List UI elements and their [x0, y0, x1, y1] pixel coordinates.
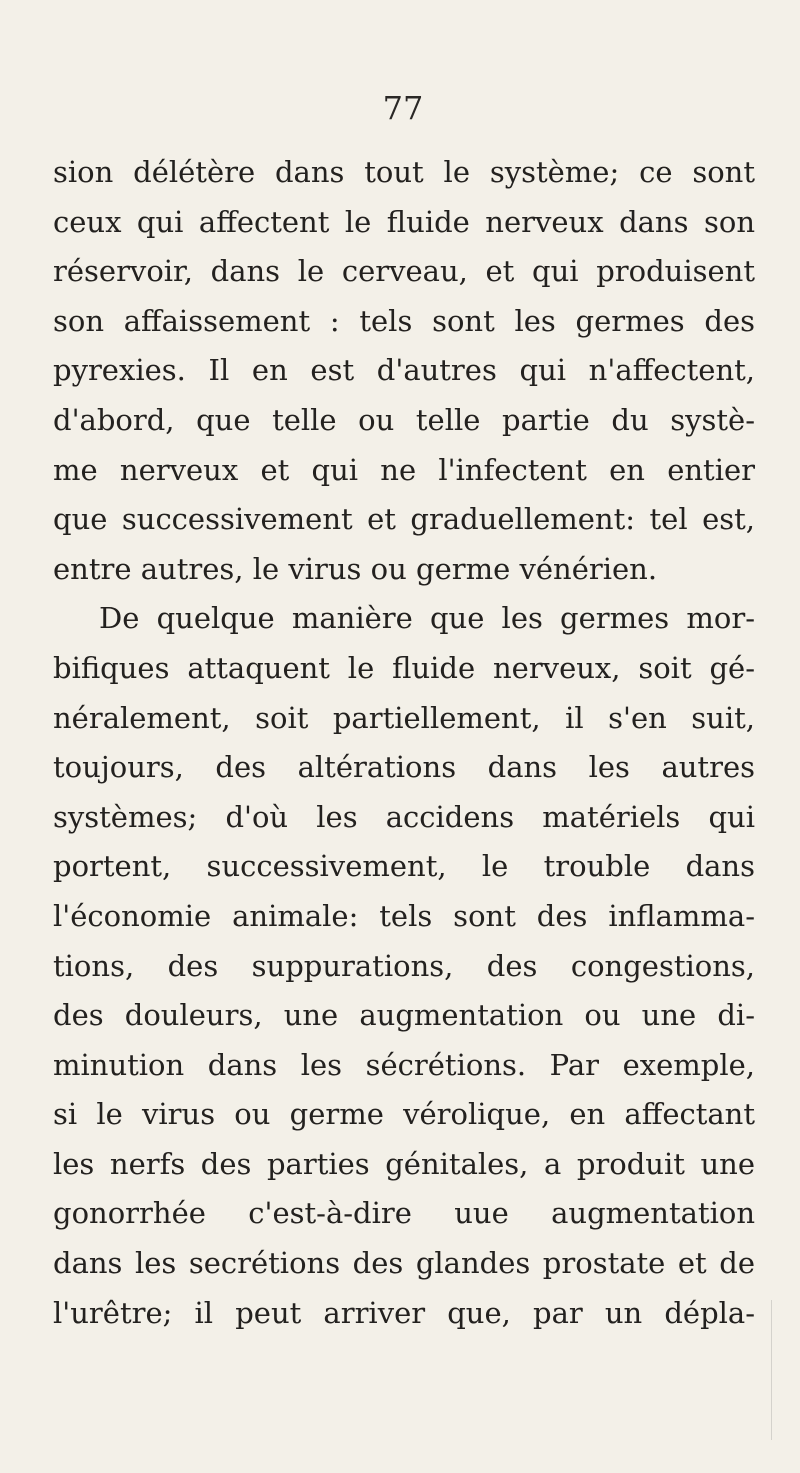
text-line: portent, successivement, le trouble dans: [53, 849, 755, 884]
text-line: ceux qui affectent le fluide nerveux dans son: [53, 204, 755, 239]
text-line: me nerveux et qui ne l'infectent en entier: [53, 452, 755, 487]
text-line: toujours, des altérations dans les autres: [53, 750, 755, 785]
text-line: gonorrhée c'est-à-dire uue augmentation: [53, 1196, 755, 1231]
text-line: bifiques attaquent le fluide nerveux, soit gé-: [53, 650, 755, 685]
text-line: des douleurs, une augmentation ou une di-: [53, 998, 755, 1033]
text-line: minution dans les sécrétions. Par exemple,: [53, 1047, 755, 1082]
text-line: d'abord, que telle ou telle partie du systè-: [53, 402, 755, 437]
text-line: tions, des suppurations, des congestions,: [53, 948, 755, 983]
text-line: systèmes; d'où les accidens matériels qui: [53, 799, 755, 834]
text-line: l'urêtre; il peut arriver que, par un dépla-: [53, 1295, 755, 1330]
body-text: [53, 148, 755, 1338]
page-number: 77: [382, 89, 424, 127]
text-line: que successivement et graduellement: tel est,: [53, 502, 755, 537]
text-line: si le virus ou germe vérolique, en affectant: [53, 1097, 755, 1132]
text-line: sion délétère dans tout le système; ce sont: [53, 155, 755, 189]
text-line: dans les secrétions des glandes prostate et de: [53, 1246, 755, 1281]
text-line: De quelque manière que les germes mor-: [99, 601, 755, 636]
text-line: l'économie animale: tels sont des inflamma-: [53, 898, 755, 933]
text-line: les nerfs des parties génitales, a produit une: [53, 1146, 755, 1181]
text-line: néralement, soit partiellement, il s'en suit,: [53, 700, 755, 735]
text-line: son affaissement : tels sont les germes des: [53, 303, 755, 338]
text-line: entre autres, le virus ou germe vénérien.: [53, 551, 658, 586]
page-edge-shadow: [771, 1300, 772, 1440]
text-line: pyrexies. Il en est d'autres qui n'affectent,: [53, 353, 755, 388]
text-line: réservoir, dans le cerveau, et qui produisent: [53, 254, 755, 289]
